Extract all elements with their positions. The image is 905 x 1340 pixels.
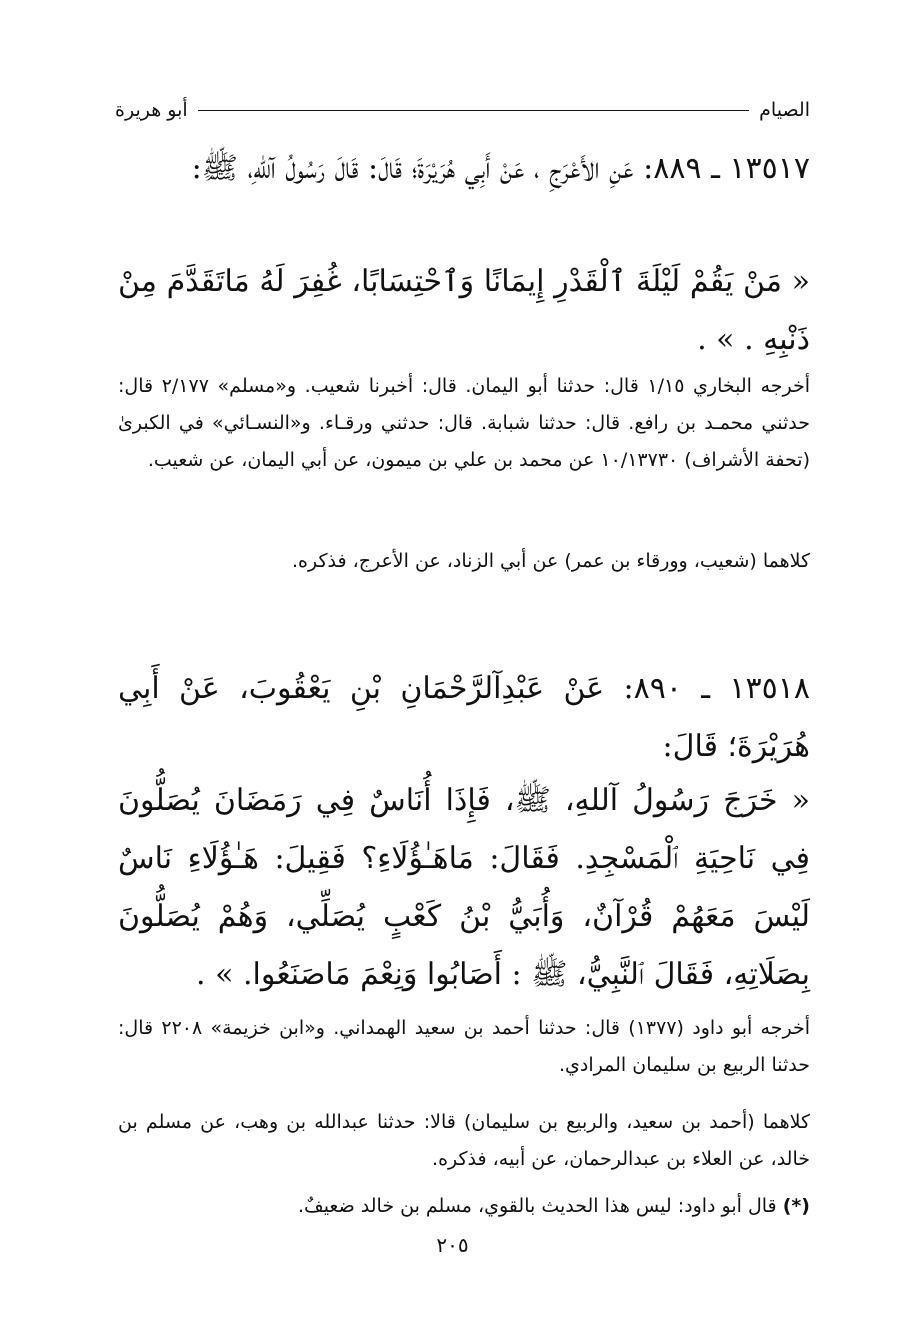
running-header [115, 92, 810, 128]
hadith-2-takhrij: أخرجه أبو داود (١٣٧٧) قال: حدثنا أحمد بن سعيد الهمداني. و«ابن خزيمة» ٢٢٠٨ قال: حدثنا الربيع بن سليمان المرادي. [118, 1017, 810, 1076]
hadith-2-text: « خَرَجَ رَسُولُ آللهِ، ﷺ، فَإِذَا أُنَاسٌ فِي رَمَضَانَ يُصَلُّونَ فِي نَاحِيَةِ ٱلْمَسْجِدِ. فَقَالَ: مَاهَـٰؤُلَاءِ؟ فَقِيلَ: هَـٰؤُلَاءِ نَاسٌ لَيْسَ مَعَهُمْ قُرْآنٌ، وَأُبَيُّ بْنُ كَعْبٍ يُصَلِّي، وَهُمْ يُصَلُّونَ بِصَلَاتِهِ، فَقَالَ ٱلنَّبِيُّ، ﷺ : أَصَابُوا وَنِعْمَ مَاصَنَعُوا. » . [118, 783, 810, 992]
footnote-marker: (*) [782, 1195, 810, 1217]
header-narrator-title: أبو هريرة [115, 99, 188, 121]
page-number: ٢٠٥ [436, 1233, 469, 1257]
hadith-2-heading: ١٣٥١٨ ـ ٨٩٠: عَنْ عَبْدِآلرَّحْمَانِ بْنِ يَعْقُوبَ، عَنْ أَبِي هُرَيْرَةَ؛ قَالَ: [118, 671, 810, 764]
hadith-1-heading: ١٣٥١٧ ـ ٨٨٩: عَنِ الأَعْرَجِ ، عَنْ أَبِي هُرَيْرَةَ؛ قَالَ: قَالَ رَسُولُ آللهِ، ﷺ: [191, 151, 810, 186]
hadith-1-text: « مَنْ يَقُمْ لَيْلَةَ ٱلْقَدْرِ إِيمَانًا وَٱحْتِسَابًا، غُفِرَ لَهُ مَاتَقَدَّمَ مِنْ ذَنْبِهِ . » . [118, 264, 810, 357]
hadith-2-footnote [118, 1188, 810, 1225]
footnote-text: قال أبو داود: ليس هذا الحديث بالقوي، مسلم بن خالد ضعيفٌ. [297, 1195, 777, 1217]
hadith-2-takhrij-summary: كلاهما (أحمد بن سعيد، والربيع بن سليمان) قالا: حدثنا عبدالله بن وهب، عن مسلم بن خالد، عن العلاء بن عبدالرحمان، عن أبيه، فذكره. [118, 1111, 810, 1170]
hadith-1-takhrij: أخرجه البخاري ١/١٥ قال: حدثنا أبو اليمان. قال: أخبرنا شعيب. و«مسلم» ٢/١٧٧ قال: حدثني محمـد بن رافع. قال: حدثنا شبابة. قال: حدثني ورقـاء. و«النسـائي» في الكبرىٰ (تحفة الأشراف) ١٠/١٣٧٣٠ عن محمد بن علي بن ميمون، عن أبي اليمان، عن شعيب. [118, 375, 811, 471]
header-rule [198, 110, 750, 111]
hadith-1-takhrij-summary: كلاهما (شعيب، وورقاء بن عمر) عن أبي الزناد، عن الأعرج، فذكره. [291, 550, 810, 572]
header-chapter-title: الصيام [759, 99, 810, 121]
